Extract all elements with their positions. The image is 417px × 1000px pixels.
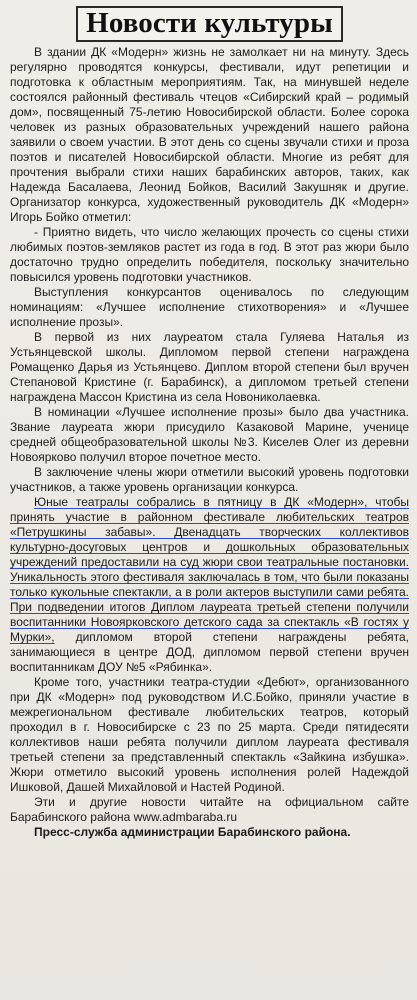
paragraph-4: В первой из них лауреатом стала Гуляева Наталья из Устьянцевской школы. Дипломом первой степени награждена Ромащенко Дарья из Устьянцево. Диплом второй степени был вручен Степановой Кристине (г. Барабинск), а дипломом третьей степени награждена Массон Кристина из села Новониколаевка. (10, 330, 409, 404)
highlighted-passage: Юные театралы собрались в пятницу в ДК «Модерн», чтобы принять участие в районном фестивале любительских театров «Петрушкины забавы». Двенадцать творческих коллективов культурно-досуговых центров и дошкольных образовательных учреждений предоставили на суд жюри свои театральные постановки. Уникальность этого фестиваля заключалась в том, что были показаны только кукольные спектакли, а в роли актеров выступили сами ребята. При подведении итогов Диплом лауреата третьей степени получили воспитанники Новоярковского детского сада за спектакль «В гостях у Мурки», (10, 495, 409, 644)
paragraph-1: В здании ДК «Модерн» жизнь не замолкает ни на минуту. Здесь регулярно проводятся конкурсы, фестивали, идут репетиции и подготовка к областным мероприятиям. Так, на минувшей неделе состоялся районный фестиваль чтецов «Сибирский край – родимый дом», посвященный 75-летию Новосибирской области. Более сорока человек из разных образовательных учреждений нашего района заявили о своем участии. В этот день со сцены звучали стихи и проза поэтов и писателей Новосибирской области. Многие из ребят для прочтения выбрали стихи наших барабинских авторов, таких, как Надежда Басалаева, Леонид Бойков, Василий Закушняк и другие. Организатор конкурса, художественный руководитель ДК «Модерн» Игорь Бойко отметил: (10, 45, 409, 224)
paragraph-8: Кроме того, участники театра-студии «Дебют», организованного при ДК «Модерн» под руководством И.С.Бойко, приняли участие в межрегиональном фестивале любительских театров, который проходил в г. Новосибирске с 23 по 25 марта. Среди пятидесяти коллективов наши ребята получили диплом лауреата фестиваля третьей степени за представленный спектакль «Зайкина избушка». Жюри отметило высокий уровень исполнения ролей Надеждой Ишковой, Дашей Михайловой и Настей Родиной. (10, 675, 409, 794)
paragraph-6: В заключение члены жюри отметили высокий уровень подготовки участников, а также уровень организации конкурса. (10, 465, 409, 494)
paragraph-2: - Приятно видеть, что число желающих прочесть со сцены стихи любимых поэтов-земляков растет из года в год. В этот раз жюри было достаточно трудно определить победителя, поскольку значительно повысился уровень подготовки участников. (10, 225, 409, 284)
headline-wrap (10, 6, 409, 40)
paragraph-3: Выступления конкурсантов оценивалось по следующим номинациям: «Лучшее исполнение стихотворения» и «Лучшее исполнение прозы». (10, 285, 409, 329)
article-body (10, 45, 409, 840)
signature: Пресс-служба администрации Барабинского района. (34, 825, 351, 839)
paragraph-7 (10, 495, 409, 675)
page-title: Новости культуры (76, 6, 343, 42)
paragraph-7-tail: дипломом второй степени награждены ребята, занимающиеся в центре ДОД, дипломом первой степени вручен воспитанникам ДОУ №5 «Рябинка». (10, 630, 409, 674)
paragraph-5: В номинации «Лучшее исполнение прозы» было два участника. Звание лауреата жюри присудило Казаковой Марине, ученице средней общеобразовательной школы №3. Киселев Олег из деревни Новоярково получил второе почетное место. (10, 405, 409, 464)
paragraph-9: Эти и другие новости читайте на официальном сайте Барабинского района www.admbaraba.ru (10, 795, 409, 824)
